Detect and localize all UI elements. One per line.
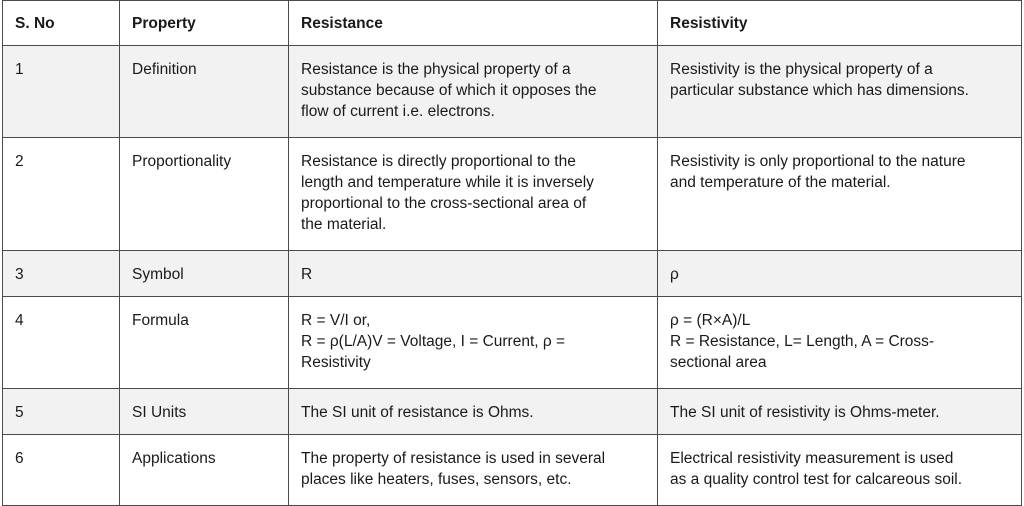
cell-property: Formula xyxy=(120,297,289,389)
cell-text-line: length and temperature while it is inversely xyxy=(301,174,594,191)
header-sno: S. No xyxy=(3,1,120,46)
cell-text-line: the material. xyxy=(301,216,387,233)
cell-property: Applications xyxy=(120,435,289,506)
cell-sno: 4 xyxy=(3,297,120,389)
header-property: Property xyxy=(120,1,289,46)
cell-text-line: substance because of which it opposes the xyxy=(301,82,597,99)
cell-text-line: The SI unit of resistance is Ohms. xyxy=(301,404,534,421)
cell-sno: 3 xyxy=(3,251,120,297)
cell-text-line: Resistivity is the physical property of a xyxy=(670,61,933,78)
cell-resistivity xyxy=(658,435,1022,506)
cell-text-line: The property of resistance is used in several xyxy=(301,450,606,467)
table-row xyxy=(3,251,1022,297)
cell-sno: 2 xyxy=(3,138,120,251)
cell-text-line: places like heaters, fuses, sensors, etc. xyxy=(301,471,572,488)
table-row xyxy=(3,297,1022,389)
cell-text-line: The SI unit of resistivity is Ohms-meter. xyxy=(670,404,940,421)
table-row xyxy=(3,46,1022,138)
cell-resistivity xyxy=(658,251,1022,297)
cell-sno: 5 xyxy=(3,389,120,435)
cell-resistance xyxy=(289,389,658,435)
cell-resistivity xyxy=(658,46,1022,138)
header-resistivity: Resistivity xyxy=(658,1,1022,46)
cell-resistivity xyxy=(658,297,1022,389)
cell-property: Symbol xyxy=(120,251,289,297)
table-body xyxy=(3,46,1022,506)
cell-sno: 1 xyxy=(3,46,120,138)
cell-text-line: as a quality control test for calcareous soil. xyxy=(670,471,963,488)
header-resistance: Resistance xyxy=(289,1,658,46)
cell-text-line: sectional area xyxy=(670,354,767,371)
cell-property: Definition xyxy=(120,46,289,138)
table-row xyxy=(3,389,1022,435)
cell-text-line: Resistivity xyxy=(301,354,371,371)
cell-text-line: Resistance is the physical property of a xyxy=(301,61,571,78)
cell-text-line: flow of current i.e. electrons. xyxy=(301,103,495,120)
cell-text-line: and temperature of the material. xyxy=(670,174,891,191)
cell-text-line: R = ρ(L/A)V = Voltage, I = Current, ρ = xyxy=(301,333,566,350)
cell-property: Proportionality xyxy=(120,138,289,251)
cell-text-line: ρ xyxy=(670,266,679,283)
cell-text-line: ρ = (R×A)/L xyxy=(670,312,751,329)
cell-sno: 6 xyxy=(3,435,120,506)
cell-text-line: proportional to the cross-sectional area of xyxy=(301,195,587,212)
cell-text-line: R = V/I or, xyxy=(301,312,371,329)
cell-text-line: R = Resistance, L= Length, A = Cross- xyxy=(670,333,935,350)
table-header xyxy=(3,1,1022,46)
cell-resistance xyxy=(289,138,658,251)
cell-resistance xyxy=(289,297,658,389)
cell-text-line: Electrical resistivity measurement is used xyxy=(670,450,954,467)
cell-resistivity xyxy=(658,389,1022,435)
cell-resistance xyxy=(289,435,658,506)
table-row xyxy=(3,138,1022,251)
comparison-table xyxy=(2,0,1022,506)
cell-resistance xyxy=(289,251,658,297)
cell-resistivity xyxy=(658,138,1022,251)
cell-resistance xyxy=(289,46,658,138)
cell-text-line: R xyxy=(301,266,313,283)
cell-text-line: Resistance is directly proportional to the xyxy=(301,153,576,170)
table-row xyxy=(3,435,1022,506)
header-row xyxy=(3,1,1022,46)
cell-text-line: Resistivity is only proportional to the nature xyxy=(670,153,966,170)
cell-text-line: particular substance which has dimensions. xyxy=(670,82,969,99)
cell-property: SI Units xyxy=(120,389,289,435)
